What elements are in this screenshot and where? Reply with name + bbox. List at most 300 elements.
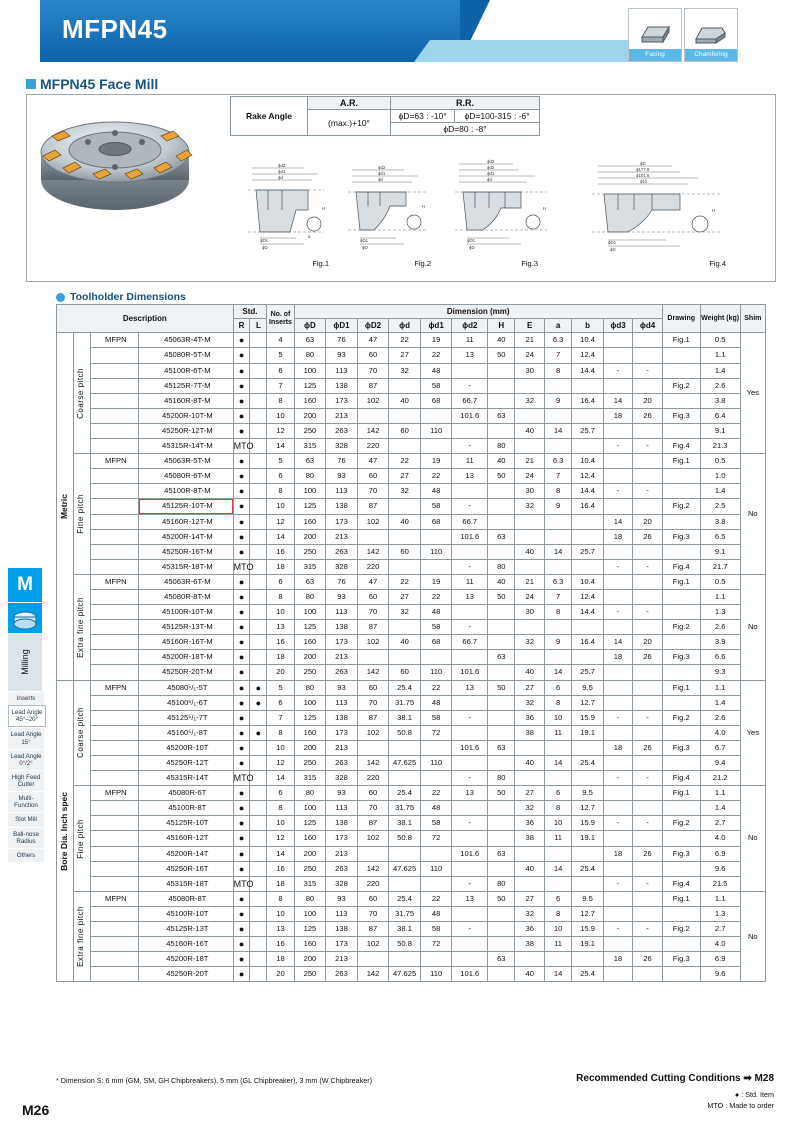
dim-b: 16.4 bbox=[572, 393, 604, 408]
th-std-r: R bbox=[233, 319, 250, 333]
dim-d1: 93 bbox=[326, 680, 358, 695]
table-row[interactable] bbox=[57, 665, 766, 680]
dim-dd2: 13 bbox=[452, 786, 488, 801]
table-row[interactable] bbox=[57, 816, 766, 831]
model-code[interactable]: 45160⁵/₁-8T bbox=[139, 725, 234, 740]
rail-item-4[interactable]: High Feed Cutter bbox=[8, 770, 44, 791]
dim-dd1: 22 bbox=[420, 348, 452, 363]
std-l bbox=[250, 378, 267, 393]
table-row[interactable] bbox=[57, 695, 766, 710]
dim-d3: - bbox=[603, 710, 632, 725]
table-row[interactable] bbox=[57, 499, 766, 514]
model-code[interactable]: 45100R-8T bbox=[139, 801, 234, 816]
dim-d: 125 bbox=[294, 378, 326, 393]
dim-d1: 328 bbox=[326, 876, 358, 891]
dim-d1: 173 bbox=[326, 393, 358, 408]
std-r: MTO bbox=[233, 559, 250, 574]
dim-d1: 93 bbox=[326, 589, 358, 604]
dim-dd2 bbox=[452, 906, 488, 921]
insert-count: 12 bbox=[267, 831, 294, 846]
std-r: ● bbox=[233, 469, 250, 484]
std-r: ● bbox=[233, 529, 250, 544]
dim-d1: 113 bbox=[326, 363, 358, 378]
dim-e: 30 bbox=[515, 605, 544, 620]
weight-kg: 6.9 bbox=[700, 952, 740, 967]
insert-count: 10 bbox=[267, 605, 294, 620]
model-code[interactable]: 45200R-14T-M bbox=[139, 529, 234, 544]
chamfering-icon bbox=[692, 19, 730, 47]
dim-d1: 93 bbox=[326, 891, 358, 906]
dim-h bbox=[488, 967, 515, 982]
std-l bbox=[250, 922, 267, 937]
th-dimension: Dimension (mm) bbox=[294, 305, 662, 319]
dim-dd1: 19 bbox=[420, 333, 452, 348]
table-row[interactable] bbox=[57, 831, 766, 846]
dim-dd1: 48 bbox=[420, 484, 452, 499]
dim-e bbox=[515, 514, 544, 529]
mfpn-prefix bbox=[90, 544, 138, 559]
weight-kg: 2.6 bbox=[700, 620, 740, 635]
std-r: MTO bbox=[233, 876, 250, 891]
mfpn-prefix bbox=[90, 756, 138, 771]
dim-b bbox=[572, 620, 604, 635]
std-l bbox=[250, 620, 267, 635]
weight-kg: 6.6 bbox=[700, 650, 740, 665]
dim-b: 12.7 bbox=[572, 906, 604, 921]
table-row[interactable] bbox=[57, 544, 766, 559]
dim-d2: 60 bbox=[357, 469, 389, 484]
dim-b: 25.7 bbox=[572, 544, 604, 559]
dim-d1: 93 bbox=[326, 469, 358, 484]
model-code[interactable]: 45080R-6T-M bbox=[139, 469, 234, 484]
dim-b bbox=[572, 650, 604, 665]
dim-dd bbox=[389, 439, 421, 454]
dim-dd1: 58 bbox=[420, 922, 452, 937]
dim-b bbox=[572, 846, 604, 861]
svg-text:ϕD1: ϕD1 bbox=[467, 238, 476, 243]
std-r: ● bbox=[233, 454, 250, 469]
page-number: M26 bbox=[22, 1102, 50, 1118]
model-code[interactable]: 45250R-16T-M bbox=[139, 544, 234, 559]
dim-a: 6 bbox=[544, 891, 571, 906]
table-row[interactable] bbox=[57, 393, 766, 408]
svg-text:ϕd2: ϕd2 bbox=[378, 165, 386, 170]
dim-d: 315 bbox=[294, 439, 326, 454]
model-code[interactable]: 45315R-18T-M bbox=[139, 559, 234, 574]
dim-d3 bbox=[603, 333, 632, 348]
table-row[interactable] bbox=[57, 635, 766, 650]
dim-h: 80 bbox=[488, 876, 515, 891]
dim-a bbox=[544, 876, 571, 891]
mfpn-prefix bbox=[90, 846, 138, 861]
model-code[interactable]: 45160R-16T-M bbox=[139, 635, 234, 650]
dim-dd1: 68 bbox=[420, 635, 452, 650]
dim-dd2 bbox=[452, 695, 488, 710]
dim-b bbox=[572, 771, 604, 786]
std-r: ● bbox=[233, 937, 250, 952]
dim-h: 63 bbox=[488, 952, 515, 967]
dim-a: 8 bbox=[544, 801, 571, 816]
dim-h bbox=[488, 725, 515, 740]
dim-e: 21 bbox=[515, 333, 544, 348]
dim-d3 bbox=[603, 786, 632, 801]
insert-count: 8 bbox=[267, 891, 294, 906]
model-code[interactable]: 45160R-12T-M bbox=[139, 514, 234, 529]
series-cell: Metric bbox=[57, 333, 74, 680]
insert-count: 10 bbox=[267, 816, 294, 831]
model-code[interactable]: 45125R-13T-M bbox=[139, 620, 234, 635]
dim-e: 40 bbox=[515, 544, 544, 559]
recommended-cutting-conditions[interactable]: Recommended Cutting Conditions ➡ M28 bbox=[576, 1073, 774, 1084]
model-code[interactable]: 45080R-5T-M bbox=[139, 348, 234, 363]
weight-kg: 9.6 bbox=[700, 967, 740, 982]
model-code[interactable]: 45160R-12T bbox=[139, 831, 234, 846]
dim-e bbox=[515, 846, 544, 861]
mfpn-prefix bbox=[90, 816, 138, 831]
dim-e bbox=[515, 876, 544, 891]
std-r: ● bbox=[233, 861, 250, 876]
page-title: MFPN45 bbox=[62, 14, 168, 44]
table-row[interactable] bbox=[57, 605, 766, 620]
dim-d4: - bbox=[633, 559, 663, 574]
rail-item-7[interactable]: Ball-nose Radius bbox=[8, 827, 44, 848]
table-row[interactable] bbox=[57, 469, 766, 484]
std-l bbox=[250, 484, 267, 499]
dim-dd1: 48 bbox=[420, 906, 452, 921]
model-code[interactable]: 45200R-18T bbox=[139, 952, 234, 967]
dim-d: 160 bbox=[294, 393, 326, 408]
dim-d3: 14 bbox=[603, 635, 632, 650]
std-l bbox=[250, 348, 267, 363]
dim-e: 24 bbox=[515, 348, 544, 363]
std-l bbox=[250, 454, 267, 469]
model-code[interactable]: 45250R-12T bbox=[139, 756, 234, 771]
drawing-fig1 bbox=[238, 150, 333, 270]
dim-h bbox=[488, 695, 515, 710]
dim-b: 10.4 bbox=[572, 454, 604, 469]
insert-count: 16 bbox=[267, 544, 294, 559]
dim-d4 bbox=[633, 680, 663, 695]
std-l bbox=[250, 589, 267, 604]
table-row[interactable] bbox=[57, 484, 766, 499]
mfpn-prefix bbox=[90, 771, 138, 786]
insert-count: 14 bbox=[267, 529, 294, 544]
drawing-ref bbox=[662, 801, 700, 816]
drawing-ref: Fig.3 bbox=[662, 529, 700, 544]
model-code[interactable]: 45125⁵/₁-7T bbox=[139, 710, 234, 725]
model-code[interactable]: 45160R-16T bbox=[139, 937, 234, 952]
model-code[interactable]: 45100R-6T-M bbox=[139, 363, 234, 378]
table-row[interactable] bbox=[57, 589, 766, 604]
insert-count: 18 bbox=[267, 876, 294, 891]
insert-count: 13 bbox=[267, 922, 294, 937]
dim-d2: 142 bbox=[357, 423, 389, 438]
table-row[interactable] bbox=[57, 891, 766, 906]
table-row[interactable] bbox=[57, 423, 766, 438]
svg-text:H: H bbox=[422, 204, 426, 209]
dim-e: 40 bbox=[515, 756, 544, 771]
table-row[interactable] bbox=[57, 861, 766, 876]
table-row[interactable] bbox=[57, 650, 766, 665]
dim-d2: 47 bbox=[357, 333, 389, 348]
model-code[interactable]: 45250R-16T bbox=[139, 861, 234, 876]
th-dim-ϕd1: ϕd1 bbox=[420, 319, 452, 333]
model-code[interactable]: 45063R-4T-M bbox=[139, 333, 234, 348]
mfpn-prefix bbox=[90, 937, 138, 952]
dim-d4 bbox=[633, 544, 663, 559]
table-row[interactable] bbox=[57, 740, 766, 755]
table-row[interactable] bbox=[57, 922, 766, 937]
weight-kg: 1.0 bbox=[700, 469, 740, 484]
dim-d: 160 bbox=[294, 514, 326, 529]
dim-b: 10.4 bbox=[572, 333, 604, 348]
table-row[interactable] bbox=[57, 952, 766, 967]
dim-h: 40 bbox=[488, 454, 515, 469]
std-r: ● bbox=[233, 786, 250, 801]
table-row[interactable] bbox=[57, 574, 766, 589]
dim-d4: 20 bbox=[633, 393, 663, 408]
std-r: MTO bbox=[233, 771, 250, 786]
insert-count: 18 bbox=[267, 952, 294, 967]
dim-d4 bbox=[633, 333, 663, 348]
dim-d1: 263 bbox=[326, 861, 358, 876]
table-row[interactable] bbox=[57, 348, 766, 363]
rail-item-3[interactable]: Lead Angle 0°/2° bbox=[8, 749, 44, 770]
drawing-ref bbox=[662, 348, 700, 363]
table-row[interactable] bbox=[57, 801, 766, 816]
drawing-ref: Fig.1 bbox=[662, 680, 700, 695]
std-r: ● bbox=[233, 499, 250, 514]
dim-h bbox=[488, 635, 515, 650]
table-row[interactable] bbox=[57, 967, 766, 982]
dim-d: 200 bbox=[294, 529, 326, 544]
dim-dd2 bbox=[452, 605, 488, 620]
dim-dd: 50.8 bbox=[389, 831, 421, 846]
dim-e: 24 bbox=[515, 589, 544, 604]
model-code[interactable]: 45100R-10T bbox=[139, 906, 234, 921]
dim-d4 bbox=[633, 861, 663, 876]
weight-kg: 6.5 bbox=[700, 529, 740, 544]
table-row[interactable] bbox=[57, 620, 766, 635]
model-code[interactable]: 45125R-13T bbox=[139, 922, 234, 937]
model-code[interactable]: 45100R-8T-M bbox=[139, 484, 234, 499]
dim-d3: - bbox=[603, 771, 632, 786]
model-code[interactable]: 45200R-18T-M bbox=[139, 650, 234, 665]
model-code[interactable]: 45200R-10T-M bbox=[139, 408, 234, 423]
dim-d4 bbox=[633, 423, 663, 438]
table-row[interactable] bbox=[57, 378, 766, 393]
facing-icon-box[interactable] bbox=[628, 8, 682, 62]
dim-b: 25.7 bbox=[572, 665, 604, 680]
table-row[interactable] bbox=[57, 680, 766, 695]
model-code[interactable]: 45080R-8T-M bbox=[139, 589, 234, 604]
section-marker bbox=[26, 79, 36, 89]
rr-header: R.R. bbox=[391, 97, 540, 110]
model-code[interactable]: 45063R-5T-M bbox=[139, 454, 234, 469]
table-row[interactable] bbox=[57, 363, 766, 378]
table-row[interactable] bbox=[57, 454, 766, 469]
dim-b: 9.5 bbox=[572, 786, 604, 801]
dim-a: 14 bbox=[544, 967, 571, 982]
svg-text:ϕD1: ϕD1 bbox=[608, 240, 617, 245]
weight-kg: 21.7 bbox=[700, 559, 740, 574]
weight-kg: 1.1 bbox=[700, 891, 740, 906]
dim-d1: 113 bbox=[326, 801, 358, 816]
model-code[interactable]: 45250R-20T-M bbox=[139, 665, 234, 680]
std-r: ● bbox=[233, 544, 250, 559]
dim-d3: 18 bbox=[603, 846, 632, 861]
dim-e: 30 bbox=[515, 484, 544, 499]
dim-d3: - bbox=[603, 484, 632, 499]
chamfering-icon-box[interactable] bbox=[684, 8, 738, 62]
dim-a bbox=[544, 952, 571, 967]
std-l bbox=[250, 816, 267, 831]
table-row[interactable] bbox=[57, 725, 766, 740]
dim-d4: 20 bbox=[633, 514, 663, 529]
dim-d1: 138 bbox=[326, 710, 358, 725]
svg-text:ϕd1: ϕd1 bbox=[278, 169, 286, 174]
table-row[interactable] bbox=[57, 333, 766, 348]
model-code[interactable]: 45080R-6T bbox=[139, 786, 234, 801]
dim-d2: 142 bbox=[357, 967, 389, 982]
dim-dd2: 13 bbox=[452, 680, 488, 695]
dim-d: 80 bbox=[294, 786, 326, 801]
rail-item-2[interactable]: Lead Angle 15° bbox=[8, 727, 44, 748]
model-code[interactable]: 45250R-20T bbox=[139, 967, 234, 982]
model-code[interactable]: 45315R-14T-M bbox=[139, 439, 234, 454]
dim-d4 bbox=[633, 725, 663, 740]
model-code[interactable]: 45200R-14T bbox=[139, 846, 234, 861]
dim-a: 11 bbox=[544, 725, 571, 740]
dim-dd1: 72 bbox=[420, 725, 452, 740]
table-row[interactable] bbox=[57, 846, 766, 861]
table-row[interactable] bbox=[57, 756, 766, 771]
model-code[interactable]: 45100R-10T-M bbox=[139, 605, 234, 620]
drawing-ref bbox=[662, 469, 700, 484]
insert-count: 20 bbox=[267, 967, 294, 982]
dim-d3 bbox=[603, 348, 632, 363]
std-l bbox=[250, 846, 267, 861]
std-r: ● bbox=[233, 589, 250, 604]
table-row[interactable] bbox=[57, 786, 766, 801]
rail-item-8[interactable]: Others bbox=[8, 848, 44, 862]
dim-e: 40 bbox=[515, 861, 544, 876]
dim-d2: 60 bbox=[357, 786, 389, 801]
drawing-fig4 bbox=[580, 150, 730, 270]
dim-d3 bbox=[603, 725, 632, 740]
svg-text:ϕd2: ϕd2 bbox=[278, 163, 286, 168]
subsection-marker bbox=[56, 293, 65, 302]
table-row[interactable] bbox=[57, 514, 766, 529]
drawing-ref: Fig.1 bbox=[662, 574, 700, 589]
drawing-ref bbox=[662, 831, 700, 846]
fig1-label: Fig.1 bbox=[312, 259, 329, 268]
insert-count: 18 bbox=[267, 650, 294, 665]
table-row[interactable] bbox=[57, 559, 766, 574]
dim-a: 8 bbox=[544, 906, 571, 921]
table-row[interactable] bbox=[57, 906, 766, 921]
std-l bbox=[250, 891, 267, 906]
model-code[interactable]: 45250R-12T-M bbox=[139, 423, 234, 438]
th-dim-ϕd4: ϕd4 bbox=[633, 319, 663, 333]
model-code[interactable]: 45315R-18T bbox=[139, 876, 234, 891]
dim-d: 250 bbox=[294, 861, 326, 876]
th-dim-ϕD1: ϕD1 bbox=[326, 319, 358, 333]
dim-d2: 87 bbox=[357, 816, 389, 831]
shim-cell: No bbox=[740, 786, 765, 892]
insert-count: 12 bbox=[267, 423, 294, 438]
weight-kg: 1.3 bbox=[700, 906, 740, 921]
dim-h: 50 bbox=[488, 891, 515, 906]
table-row[interactable] bbox=[57, 439, 766, 454]
rail-item-6[interactable]: Slot Mill bbox=[8, 812, 44, 826]
dim-dd: 40 bbox=[389, 393, 421, 408]
dim-d: 200 bbox=[294, 846, 326, 861]
model-code[interactable]: 45080⁵/₁-5T bbox=[139, 680, 234, 695]
rail-item-0[interactable]: Inserts bbox=[8, 691, 44, 705]
model-code[interactable]: 45125R-10T-M bbox=[139, 499, 234, 514]
dim-dd: 50.8 bbox=[389, 937, 421, 952]
rr-value-3: ϕD=80 : -8° bbox=[391, 123, 540, 136]
th-shim: Shim bbox=[740, 305, 765, 333]
dim-b bbox=[572, 952, 604, 967]
dim-dd2: - bbox=[452, 559, 488, 574]
drawing-ref: Fig.2 bbox=[662, 378, 700, 393]
dim-dd: 32 bbox=[389, 605, 421, 620]
table-row[interactable] bbox=[57, 710, 766, 725]
dim-dd1: 58 bbox=[420, 378, 452, 393]
table-row[interactable] bbox=[57, 771, 766, 786]
insert-count: 13 bbox=[267, 620, 294, 635]
svg-text:H: H bbox=[322, 206, 326, 211]
model-code[interactable]: 45125R-7T-M bbox=[139, 378, 234, 393]
model-code[interactable]: 45200R-10T bbox=[139, 740, 234, 755]
dim-d2: 60 bbox=[357, 348, 389, 363]
std-r: ● bbox=[233, 695, 250, 710]
drawing-ref: Fig.1 bbox=[662, 454, 700, 469]
mfpn-prefix bbox=[90, 861, 138, 876]
table-row[interactable] bbox=[57, 876, 766, 891]
th-inserts: No. of Inserts bbox=[267, 305, 294, 333]
rail-item-5[interactable]: Multi-Function bbox=[8, 791, 44, 812]
weight-kg: 4.0 bbox=[700, 831, 740, 846]
model-code[interactable]: 45100⁶/₁-6T bbox=[139, 695, 234, 710]
mfpn-prefix bbox=[90, 469, 138, 484]
shim-cell: No bbox=[740, 454, 765, 575]
dim-h bbox=[488, 484, 515, 499]
weight-kg: 6.9 bbox=[700, 846, 740, 861]
table-row[interactable] bbox=[57, 529, 766, 544]
dim-a: 14 bbox=[544, 665, 571, 680]
model-code[interactable]: 45125R-10T bbox=[139, 816, 234, 831]
model-code[interactable]: 45315R-14T bbox=[139, 771, 234, 786]
insert-count: 6 bbox=[267, 786, 294, 801]
table-row[interactable] bbox=[57, 408, 766, 423]
model-code[interactable]: 45063R-6T-M bbox=[139, 574, 234, 589]
model-code[interactable]: 45080R-8T bbox=[139, 891, 234, 906]
drawing-ref bbox=[662, 695, 700, 710]
dim-d1: 213 bbox=[326, 529, 358, 544]
model-code[interactable]: 45160R-8T-M bbox=[139, 393, 234, 408]
table-row[interactable] bbox=[57, 937, 766, 952]
dim-h bbox=[488, 423, 515, 438]
dim-a: 11 bbox=[544, 937, 571, 952]
dim-d4: 26 bbox=[633, 529, 663, 544]
dim-d3 bbox=[603, 454, 632, 469]
dim-dd2 bbox=[452, 756, 488, 771]
dim-d: 63 bbox=[294, 333, 326, 348]
rail-item-1[interactable]: Lead Angle 45°–20° bbox=[8, 705, 46, 727]
